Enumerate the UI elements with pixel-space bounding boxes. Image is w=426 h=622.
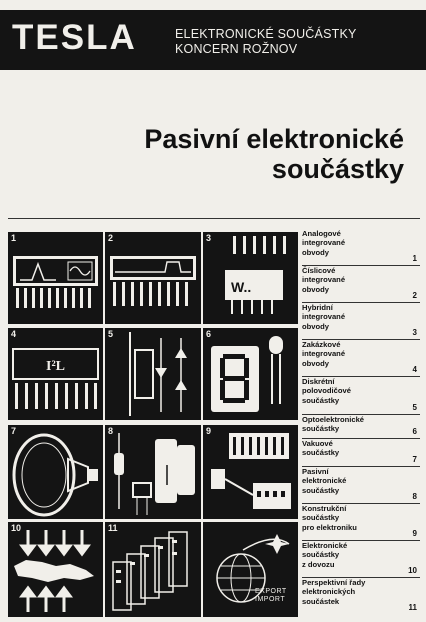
company-line-2: KONCERN ROŽNOV [175,42,298,56]
ic-chip-waveform-icon [8,232,103,324]
legend-label: Diskrétní polovodičové součástky [302,377,351,405]
company-name [175,27,357,57]
hybrid-text: W.. [231,279,252,295]
legend-number: 11 [408,603,417,612]
tile-1 [8,232,103,324]
tile-10 [8,522,103,617]
tile-5 [105,328,201,420]
legend-label: Hybridní integrované obvody [302,303,346,331]
tile-2 [105,232,201,324]
ic-chip-pulse-icon [105,232,201,324]
tile-number: 6 [206,329,212,339]
tile-number: 1 [11,233,17,243]
legend-number: 3 [412,328,417,337]
tile-number: 10 [11,523,22,533]
tile-number: 5 [108,329,114,339]
i2l-text: I²L [46,359,65,374]
import-label: IMPORT [255,596,286,603]
tile-number: 9 [206,426,212,436]
legend-number: 6 [412,427,417,436]
legend-number: 10 [408,566,417,575]
tile-3 [203,232,298,324]
legend-label: Elektronické součástky z dovozu [302,541,348,569]
export-import-label [255,588,287,604]
legend-label: Optoelektronické součástky [302,415,365,434]
legend-label: Analogové integrované obvody [302,229,346,257]
tile-9 [203,425,298,519]
crt-tube-icon [8,425,103,519]
legend-label: Konstrukční součástky pro elektroniku [302,504,357,532]
tile-6 [203,328,298,420]
legend-item [302,541,420,578]
legend-number: 2 [412,291,417,300]
passive-components-icon [105,425,201,519]
legend-number: 4 [412,365,417,374]
title-divider [8,218,420,219]
tile-number: 11 [108,523,118,533]
company-line-1: ELEKTRONICKÉ SOUČÁSTKY [175,27,357,41]
legend-number: 5 [412,403,417,412]
title-line-1: Pasivní elektronické [144,124,404,154]
pcb-cards-icon [105,522,201,617]
legend-number: 8 [412,492,417,501]
document-title [144,124,404,184]
tile-number: 4 [11,329,17,339]
legend-item [302,377,420,415]
legend-item [302,303,420,340]
tile-7 [8,425,103,519]
legend-label: Číslicové integrované obvody [302,266,346,294]
legend-number: 7 [412,455,417,464]
legend-label: Zakázkové integrované obvody [302,340,346,368]
tile-number: 2 [108,233,114,243]
tile-export-import [203,522,298,617]
legend-label: Perspektivní řady elektronických součástek [302,578,366,606]
legend-item [302,439,420,467]
map-arrows-icon [8,522,103,617]
tesla-logo: TESLA [12,18,137,57]
tile-4 [8,328,103,420]
legend-item [302,504,420,541]
diode-transistor-icon [105,328,201,420]
category-tile-grid [8,232,298,617]
ic-chip-i2l-icon [8,328,103,420]
legend-item [302,340,420,377]
export-label: EXPORT [255,588,287,595]
legend-item [302,266,420,303]
legend-number: 1 [412,254,417,263]
hybrid-circuit-icon [203,232,298,324]
tile-number: 3 [206,233,212,243]
legend-label: Pasivní elektronické součástky [302,467,347,495]
tile-number: 7 [11,426,17,436]
title-line-2: součástky [271,154,404,184]
tile-8 [105,425,201,519]
legend-label: Vakuové součástky [302,439,340,458]
legend-item [302,578,420,614]
seven-segment-led-icon [203,328,298,420]
legend-item [302,229,420,266]
legend-number: 9 [412,529,417,538]
tile-11 [105,522,201,617]
connector-relay-icon [203,425,298,519]
legend-item [302,415,420,439]
tile-number: 8 [108,426,114,436]
legend-item [302,467,420,504]
